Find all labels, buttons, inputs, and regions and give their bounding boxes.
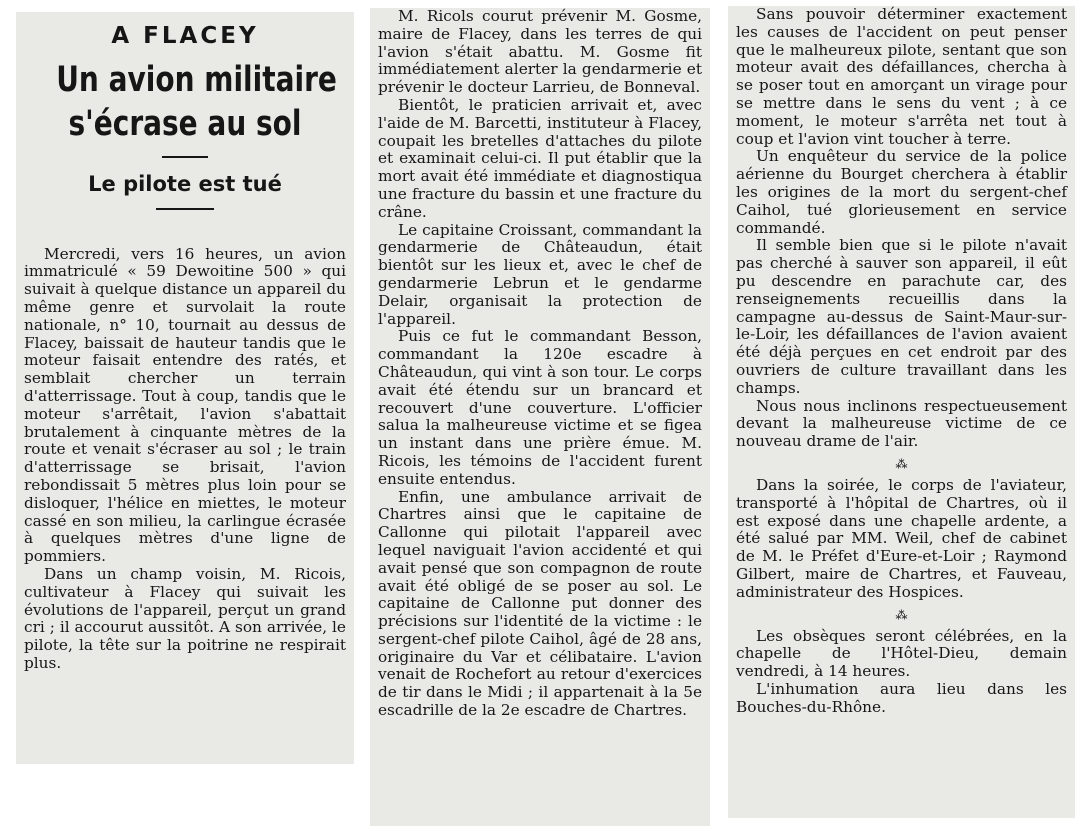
paragraph: Enfin, une ambulance arrivait de Chartres ainsi que le capitaine de Callonne qui pilotait l'appareil avec lequel naviguait l'avion accidenté et qui avait pensé que son compagnon de route avait été obligé de se poser au sol. Le capitaine de Callonne put donner des précisions sur l'identité de la victime : le sergent-chef pilote Caihol, âgé de 28 ans, originaire du Var et célibataire. L'avion venait de Rochefort au retour d'exercices de tir dans le Midi ; il appartenait à la 5e escadrille de la 2e escadre de Chartres. — [378, 487, 702, 720]
paragraph: Un enquêteur du service de la police aérienne du Bourget cherchera à établir les origines de la mort du sergent-chef Caihol, tué glorieusement en service commandé. — [736, 147, 1067, 237]
paragraph: Dans la soirée, le corps de l'aviateur, transporté à l'hôpital de Chartres, où il est exposé dans une chapelle ardente, a été salué par MM. Weil, chef de cabinet de M. le Préfet d'Eure-et-Loir ; Raymond Gilbert, maire de Chartres, et Fauveau, administrateur des Hospices. — [736, 475, 1067, 601]
headline-line-1: Un avion militaire — [56, 59, 337, 100]
paragraph: Il semble bien que si le pilote n'avait pas cherché à sauver son appareil, il eût pu descendre en parachute car, des renseignements recueillis dans la campagne au-dessus de Saint-Maur-sur-le-Loir, les défaillances de l'avion avaient été déjà perçues en cet endroit par des ouvriers de culture travaillant dans les champs. — [736, 236, 1067, 397]
asterism-separator: ⁂ — [895, 607, 908, 622]
headline-rule — [162, 156, 208, 158]
paragraph: L'inhumation aura lieu dans les Bouches-du-Rhône. — [736, 679, 1067, 716]
paragraph: Mercredi, vers 16 heures, un avion immatriculé « 59 Dewoitine 500 » qui suivait à quelque distance un appareil du même genre et survolait la route nationale, n° 10, tournait au dessus de Flacey, baissait de hauteur tandis que le moteur faisait entendre des ratés, et semblait chercher un terrain d'atterrissage. Tout à coup, tandis que le moteur s'arrêtait, l'avion s'abattait brutalement à cinquante mètres de la route et venait s'écraser au sol ; le train d'atterrissage se brisait, l'avion rebondissait 5 mètres plus loin pour se disloquer, l'hélice en miettes, le moteur cassé en son milieu, la carlingue écrasée à quelques mètres d'une ligne de pommiers. — [24, 244, 346, 566]
asterism-separator: ⁂ — [895, 456, 908, 471]
location-kicker: A FLACEY — [111, 23, 259, 49]
paragraph: Sans pouvoir déterminer exactement les causes de l'accident on peut penser que le malheureux pilote, sentant que son moteur avait des défaillances, chercha à se poser tout en amorçant un virage pour se mettre dans le sens du vent ; à ce moment, le moteur s'arrêta net tout à coup et l'avion vint toucher à terre. — [736, 6, 1067, 148]
paragraph: Bientôt, le praticien arrivait et, avec l'aide de M. Barcetti, instituteur à Flacey, coupait les bretelles d'attaches du pilote et examinait celui-ci. Il put établir que la mort avait été immédiate et diagnostiqua une fracture du bassin et une fracture du crâne. — [378, 95, 702, 221]
subhead-rule — [156, 208, 214, 210]
paragraph: M. Ricols courut prévenir M. Gosme, maire de Flacey, dans les terres de qui l'avion s'était abattu. M. Gosme fit immédiatement alerter la gendarmerie et prévenir le docteur Larrieu, de Bonneval. — [378, 8, 702, 97]
paragraph: Dans un champ voisin, M. Ricois, cultivateur à Flacey qui suivait les évolutions de l'appareil, perçut un grand cri ; il accourut aussitôt. A son arrivée, le pilote, la tête sur la poitrine ne respirait plus. — [24, 564, 346, 672]
paragraph: Les obsèques seront célébrées, en la chapelle de l'Hôtel-Dieu, demain vendredi, à 14 heures. — [736, 626, 1067, 681]
paragraph: Puis ce fut le commandant Besson, commandant la 120e escadre à Châteaudun, qui vint à son tour. Le corps avait été étendu sur un brancard et recouvert d'une couverture. L'officier salua la malheureuse victime et se figea un instant dans une prière émue. M. Ricois, les témoins de l'accident furent ensuite entendus. — [378, 327, 702, 488]
article-column-2 — [370, 8, 710, 826]
paragraph: Le capitaine Croissant, commandant la gendarmerie de Châteaudun, était bientôt sur les lieux et, avec le chef de gendarmerie Lebrun et le gendarme Delair, organisait la protection de l'appareil. — [378, 220, 702, 328]
subheadline: Le pilote est tué — [88, 171, 282, 196]
article-column-3 — [728, 6, 1075, 818]
article-column-1 — [16, 12, 354, 764]
paragraph: Nous nous inclinons respectueusement devant la malheureuse victime de ce nouveau drame de l'air. — [736, 396, 1067, 451]
headline-line-2: s'écrase au sol — [68, 103, 302, 144]
